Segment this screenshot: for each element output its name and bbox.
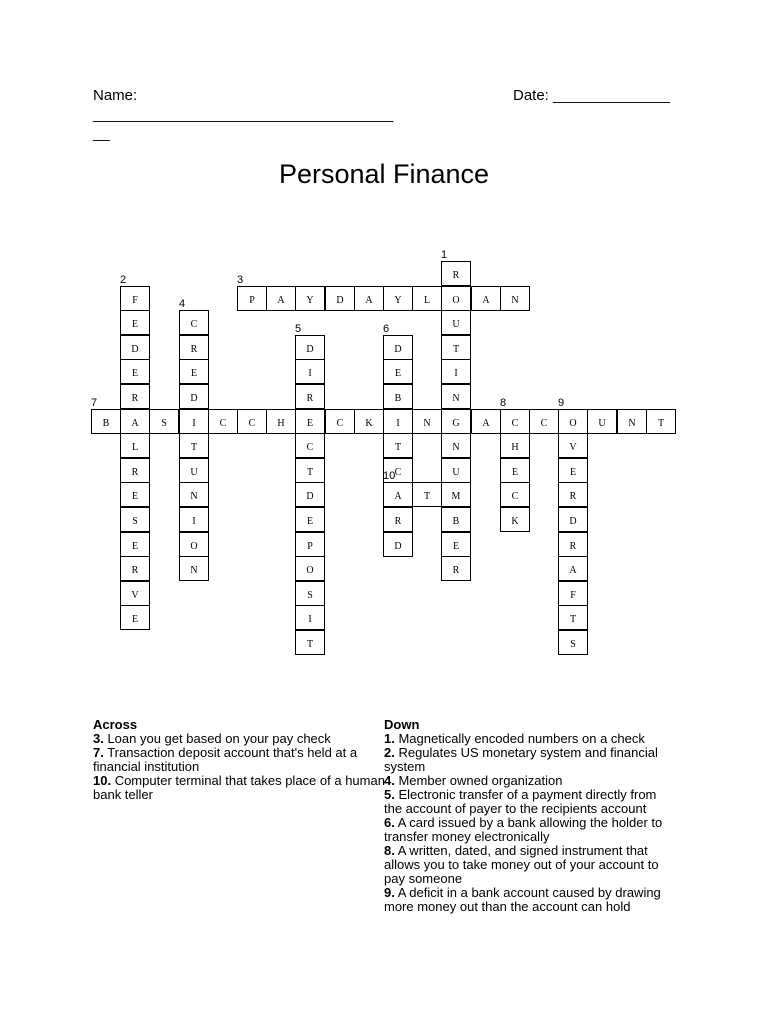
clue-item [93, 732, 385, 746]
cell-letter: U [598, 418, 606, 429]
crossword-cell[interactable] [471, 286, 501, 311]
crossword-cell[interactable] [441, 433, 471, 458]
crossword-cell[interactable] [383, 433, 413, 458]
clue-item-text: Regulates US monetary system and financial system [384, 745, 658, 774]
cell-letter: E [569, 467, 577, 478]
crossword-cell[interactable] [179, 433, 209, 458]
crossword-cell[interactable] [179, 482, 209, 507]
clue-number: 8 [500, 397, 507, 409]
cell-letter: G [452, 418, 460, 429]
cell-letter: K [365, 418, 373, 429]
cell-letter: M [451, 491, 461, 502]
crossword-cell[interactable] [179, 384, 209, 409]
cell-letter: T [394, 442, 402, 453]
crossword-cell[interactable] [295, 323, 325, 360]
crossword-cell[interactable] [179, 409, 209, 434]
cell-letter: N [452, 442, 460, 453]
cell-letter: S [570, 639, 576, 650]
crossword-cell[interactable] [354, 286, 384, 311]
cell-letter: F [132, 295, 138, 306]
cell-letter: E [131, 368, 139, 379]
crossword-cell[interactable] [500, 286, 530, 311]
cell-letter: T [306, 639, 314, 650]
cell-letter: R [569, 541, 577, 552]
crossword-cell[interactable] [295, 286, 325, 311]
across-clues [93, 718, 385, 802]
cell-letter: V [569, 442, 577, 453]
clue-item-text: Electronic transfer of a payment directly from the account of payer to the recipients account [384, 787, 657, 816]
cell-letter: I [192, 516, 196, 527]
clue-number: 10 [383, 470, 396, 482]
cell-letter: N [452, 393, 460, 404]
clue-item [384, 774, 676, 788]
crossword-cell[interactable] [441, 409, 471, 434]
cell-letter: S [161, 418, 167, 429]
page-title: Personal Finance [278, 159, 490, 189]
cell-letter: C [306, 442, 314, 453]
cell-letter: T [423, 491, 431, 502]
clue-item-number: 2. [384, 745, 395, 760]
crossword-cell[interactable] [558, 507, 588, 532]
cell-letter: F [570, 590, 576, 601]
cell-letter: T [190, 442, 198, 453]
crossword-cell[interactable] [441, 507, 471, 532]
clue-number: 7 [91, 397, 98, 409]
crossword-cell[interactable] [646, 409, 676, 434]
crossword-cell[interactable] [558, 581, 588, 606]
crossword-cell[interactable] [295, 384, 325, 409]
crossword-cell[interactable] [383, 532, 413, 557]
clue-item-number: 4. [384, 773, 395, 788]
cell-letter: U [190, 467, 198, 478]
cell-letter: Y [394, 295, 402, 306]
crossword-cell[interactable] [237, 409, 267, 434]
cell-letter: O [306, 565, 314, 576]
clue-item-number: 9. [384, 885, 395, 900]
crossword-cell[interactable] [295, 409, 325, 434]
cell-letter: U [452, 467, 460, 478]
cell-letter: A [365, 295, 373, 306]
crossword-cell[interactable] [295, 482, 325, 507]
cell-letter: U [452, 319, 460, 330]
cell-letter: T [569, 614, 577, 625]
cell-letter: D [306, 344, 314, 355]
crossword-cell[interactable] [441, 556, 471, 581]
cell-letter: B [102, 418, 110, 429]
crossword-cell[interactable] [120, 482, 150, 507]
cell-letter: E [131, 319, 139, 330]
crossword-cell[interactable] [383, 409, 413, 434]
cell-letter: N [190, 565, 198, 576]
clue-item-number: 3. [93, 731, 104, 746]
cell-letter: D [394, 541, 402, 552]
crossword-cell[interactable] [383, 384, 413, 409]
clue-item [384, 746, 676, 774]
cell-letter: R [131, 565, 139, 576]
crossword-cell[interactable] [91, 397, 121, 434]
crossword-cell[interactable] [120, 458, 150, 483]
down-heading: Down [384, 717, 420, 732]
crossword-cell[interactable] [558, 458, 588, 483]
cell-letter: K [511, 516, 519, 527]
crossword-cell[interactable] [558, 482, 588, 507]
crossword-cell[interactable] [295, 630, 325, 655]
name-label: Name: [93, 87, 138, 104]
crossword-cell[interactable] [558, 397, 588, 434]
crossword-cell[interactable] [295, 605, 325, 630]
crossword-cell[interactable] [441, 482, 471, 507]
cell-letter: I [308, 614, 312, 625]
crossword-cell[interactable] [179, 335, 209, 360]
cell-letter: I [308, 368, 312, 379]
crossword-cell[interactable] [179, 359, 209, 384]
cell-letter: O [452, 295, 460, 306]
clue-item [384, 732, 676, 746]
cell-letter: S [307, 590, 313, 601]
crossword-cell[interactable] [208, 409, 238, 434]
crossword-cell[interactable] [295, 556, 325, 581]
cell-letter: E [394, 368, 402, 379]
cell-letter: A [277, 295, 285, 306]
crossword-cell[interactable] [354, 409, 384, 434]
date-field[interactable]: Date: ______________ [513, 87, 670, 104]
clue-item-text: Magnetically encoded numbers on a check [394, 731, 645, 746]
crossword-cell[interactable] [295, 507, 325, 532]
clue-item-text: Member owned organization [394, 773, 563, 788]
crossword-cell[interactable] [295, 433, 325, 458]
cell-letter: D [394, 344, 402, 355]
name-line-tail: __ [93, 125, 110, 142]
crossword-cell[interactable] [120, 581, 150, 606]
cell-letter: E [131, 541, 139, 552]
crossword-cell[interactable] [383, 286, 413, 311]
clue-item [384, 886, 676, 914]
cell-letter: A [131, 418, 139, 429]
cell-letter: C [540, 418, 548, 429]
clue-number: 1 [441, 249, 448, 261]
cell-letter: T [306, 467, 314, 478]
cell-letter: S [132, 516, 138, 527]
clue-item [384, 816, 676, 844]
cell-letter: C [336, 418, 344, 429]
clue-item-number: 8. [384, 843, 395, 858]
crossword-cell[interactable] [179, 556, 209, 581]
cell-letter: R [452, 565, 460, 576]
crossword-cell[interactable] [441, 384, 471, 409]
crossword-cell[interactable] [179, 298, 209, 335]
crossword-cell[interactable] [441, 532, 471, 557]
crossword-cell[interactable] [295, 532, 325, 557]
crossword-cell[interactable] [120, 274, 150, 311]
cell-letter: T [452, 344, 460, 355]
cell-letter: L [131, 442, 139, 453]
cell-letter: B [394, 393, 402, 404]
cell-letter: D [569, 516, 577, 527]
crossword-cell[interactable] [412, 482, 442, 507]
crossword-cell[interactable] [441, 359, 471, 384]
crossword-cell[interactable] [558, 532, 588, 557]
crossword-cell[interactable] [471, 409, 501, 434]
clue-item-text: A deficit in a bank account caused by drawing more money out than the account can hold [384, 885, 661, 914]
crossword-cell[interactable] [383, 359, 413, 384]
clue-item-text: Transaction deposit account that's held at a financial institution [93, 745, 358, 774]
crossword-cell[interactable] [500, 507, 530, 532]
crossword-cell[interactable] [295, 581, 325, 606]
clue-item [93, 774, 385, 802]
crossword-cell[interactable] [500, 397, 530, 434]
cell-letter: E [511, 467, 519, 478]
crossword-cell[interactable] [412, 409, 442, 434]
cell-letter: E [306, 418, 314, 429]
crossword-cell[interactable] [325, 409, 355, 434]
cell-letter: D [306, 491, 314, 502]
clue-item-number: 10. [93, 773, 112, 788]
cell-letter: N [511, 295, 519, 306]
crossword-cell[interactable] [500, 482, 530, 507]
cell-letter: A [394, 491, 402, 502]
clue-number: 4 [179, 298, 186, 310]
clue-item-text: A card issued by a bank allowing the holder to transfer money electronically [384, 815, 663, 844]
clue-item-text: Computer terminal that takes place of a human bank teller [93, 773, 385, 802]
crossword-cell[interactable] [529, 409, 559, 434]
crossword-cell[interactable] [558, 605, 588, 630]
cell-letter: E [306, 516, 314, 527]
cell-letter: P [307, 541, 313, 552]
clue-number: 3 [237, 274, 244, 286]
cell-letter: A [482, 295, 490, 306]
crossword-cell[interactable] [558, 630, 588, 655]
cell-letter: A [569, 565, 577, 576]
crossword-cell[interactable] [120, 359, 150, 384]
crossword-cell[interactable] [120, 532, 150, 557]
cell-letter: R [131, 393, 139, 404]
crossword-cell[interactable] [500, 433, 530, 458]
crossword-cell[interactable] [587, 409, 617, 434]
clue-number: 9 [558, 397, 565, 409]
cell-letter: E [190, 368, 198, 379]
crossword-cell[interactable] [412, 286, 442, 311]
clue-item-text: Loan you get based on your pay check [103, 731, 331, 746]
crossword-cell[interactable] [120, 507, 150, 532]
crossword-cell[interactable] [237, 274, 267, 311]
cell-letter: D [336, 295, 344, 306]
cell-letter: Y [306, 295, 314, 306]
crossword-cell[interactable] [558, 556, 588, 581]
crossword-cell[interactable] [383, 507, 413, 532]
crossword-cell[interactable] [295, 359, 325, 384]
crossword-cell[interactable] [179, 507, 209, 532]
cell-letter: H [277, 418, 285, 429]
clue-item-number: 5. [384, 787, 395, 802]
crossword-cell[interactable] [441, 249, 471, 286]
cell-letter: H [511, 442, 519, 453]
cell-letter: T [657, 418, 665, 429]
crossword-cell[interactable] [383, 323, 413, 360]
clue-number: 2 [120, 274, 127, 286]
cell-letter: R [452, 270, 460, 281]
crossword-cell[interactable] [120, 409, 150, 434]
clue-item-number: 7. [93, 745, 104, 760]
crossword-cell[interactable] [179, 532, 209, 557]
crossword-cell[interactable] [441, 286, 471, 311]
crossword-cell[interactable] [120, 335, 150, 360]
cell-letter: C [511, 418, 519, 429]
cell-letter: R [569, 491, 577, 502]
cell-letter: C [190, 319, 198, 330]
cell-letter: V [131, 590, 139, 601]
clue-number: 5 [295, 323, 302, 335]
clue-number: 6 [383, 323, 390, 335]
cell-letter: D [131, 344, 139, 355]
cell-letter: R [131, 467, 139, 478]
clue-item [384, 844, 676, 886]
cell-letter: R [394, 516, 402, 527]
cell-letter: N [190, 491, 198, 502]
cell-letter: N [423, 418, 431, 429]
crossword-cell[interactable] [441, 335, 471, 360]
crossword-cell[interactable] [120, 433, 150, 458]
cell-letter: P [249, 295, 255, 306]
cell-letter: R [306, 393, 314, 404]
crossword-cell[interactable] [295, 458, 325, 483]
cell-letter: E [131, 491, 139, 502]
clue-item-text: A written, dated, and signed instrument that allows you to take money out of your account to pay someone [384, 843, 659, 886]
clue-item-number: 1. [384, 731, 395, 746]
cell-letter: C [219, 418, 227, 429]
crossword-cell[interactable] [149, 409, 179, 434]
crossword-cell[interactable] [441, 310, 471, 335]
crossword-cell[interactable] [120, 556, 150, 581]
clue-item-number: 6. [384, 815, 395, 830]
down-clues [384, 718, 676, 914]
cell-letter: R [190, 344, 198, 355]
cell-letter: N [628, 418, 636, 429]
crossword-cell[interactable] [120, 605, 150, 630]
crossword-cell[interactable] [266, 286, 296, 311]
cell-letter: C [248, 418, 256, 429]
name-line[interactable]: ____________________________________ [93, 106, 394, 123]
crossword-cell[interactable] [558, 433, 588, 458]
crossword-cell[interactable] [266, 409, 296, 434]
across-heading: Across [93, 717, 138, 732]
cell-letter: D [190, 393, 198, 404]
cell-letter: E [452, 541, 460, 552]
crossword-cell[interactable] [179, 458, 209, 483]
cell-letter: I [454, 368, 458, 379]
cell-letter: I [396, 418, 400, 429]
cell-letter: O [569, 418, 577, 429]
cell-letter: B [452, 516, 460, 527]
crossword-cell[interactable] [383, 470, 413, 507]
cell-letter: A [482, 418, 490, 429]
clue-item [384, 788, 676, 816]
cell-letter: E [131, 614, 139, 625]
crossword-cell[interactable] [441, 458, 471, 483]
cell-letter: O [190, 541, 198, 552]
cell-letter: L [423, 295, 431, 306]
crossword-cell[interactable] [500, 458, 530, 483]
crossword-cell[interactable] [617, 409, 647, 434]
cell-letter: I [192, 418, 196, 429]
cell-letter: C [511, 491, 519, 502]
crossword-cell[interactable] [120, 384, 150, 409]
cell-letter: C [394, 467, 402, 478]
crossword-cell[interactable] [120, 310, 150, 335]
crossword-cell[interactable] [325, 286, 355, 311]
clue-item [93, 746, 385, 774]
